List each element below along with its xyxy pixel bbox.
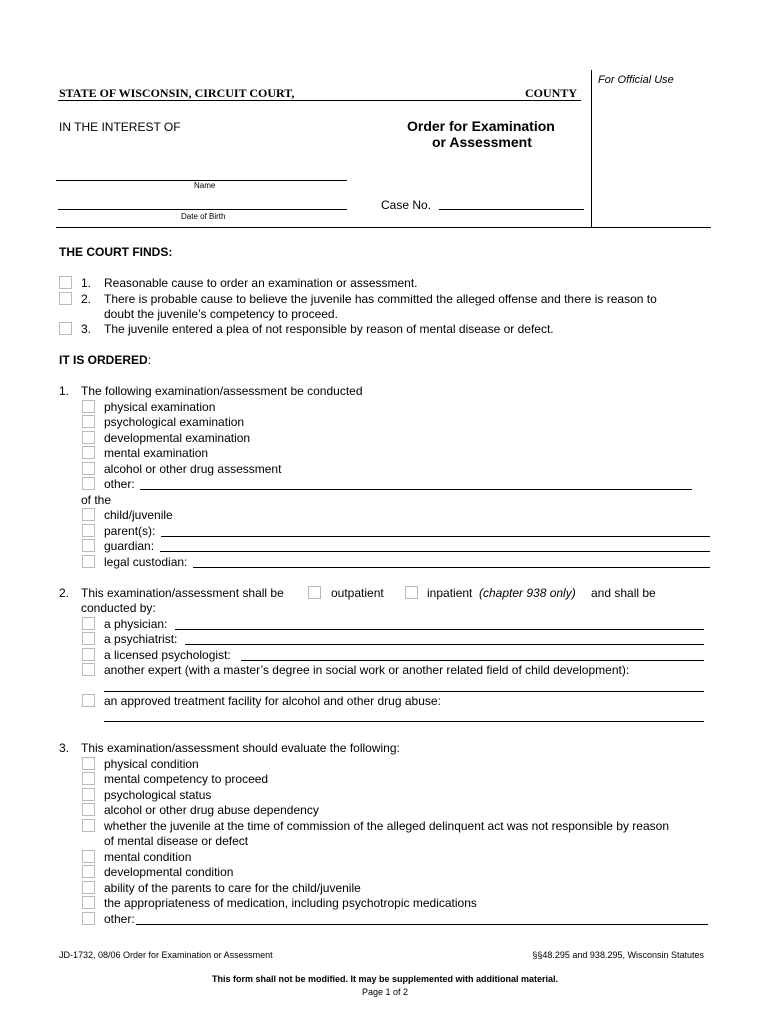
subject-parents-field-line[interactable] bbox=[161, 536, 710, 537]
conducted-by-label: conducted by: bbox=[81, 601, 156, 615]
finding-2-num: 2. bbox=[81, 292, 92, 306]
eval-competency-checkbox[interactable] bbox=[82, 772, 95, 785]
form-title-line1: Order for Examination bbox=[407, 118, 555, 134]
subject-guardian-checkbox[interactable] bbox=[82, 539, 95, 552]
eval-aoda-label: alcohol or other drug abuse dependency bbox=[104, 803, 319, 817]
dob-field-line[interactable] bbox=[58, 209, 347, 210]
subject-parents-checkbox[interactable] bbox=[82, 524, 95, 537]
section-1-num: 1. bbox=[59, 384, 70, 398]
provider-psychiatrist-label: a psychiatrist: bbox=[104, 632, 178, 646]
finding-3-text: The juvenile entered a plea of not responsible by reason of mental disease or defect. bbox=[104, 322, 554, 336]
eval-developmental-label: developmental condition bbox=[104, 865, 234, 879]
subject-child-label: child/juvenile bbox=[104, 508, 173, 522]
finding-2-checkbox[interactable] bbox=[59, 292, 72, 305]
eval-parents-ability-label: ability of the parents to care for the child/juvenile bbox=[104, 881, 361, 895]
ordered-heading-text: IT IS ORDERED bbox=[59, 353, 148, 367]
eval-medication-label: the appropriateness of medication, including psychotropic medications bbox=[104, 896, 477, 910]
exam-other-field-line[interactable] bbox=[140, 489, 692, 490]
provider-psychologist-field-line[interactable] bbox=[241, 660, 704, 661]
eval-responsibility-label-cont: of mental disease or defect bbox=[104, 834, 249, 848]
finding-1-text: Reasonable cause to order an examination or assessment. bbox=[104, 276, 418, 290]
in-interest-of-label: IN THE INTEREST OF bbox=[59, 120, 181, 134]
provider-psychiatrist-field-line[interactable] bbox=[185, 644, 704, 645]
eval-aoda-checkbox[interactable] bbox=[82, 803, 95, 816]
eval-competency-label: mental competency to proceed bbox=[104, 772, 269, 786]
court-finds-heading: THE COURT FINDS: bbox=[59, 245, 173, 259]
section-2-num: 2. bbox=[59, 586, 70, 600]
finding-2-text-cont: doubt the juvenile’s competency to proceed. bbox=[104, 307, 338, 321]
section-3-num: 3. bbox=[59, 741, 70, 755]
subject-guardian-label: guardian: bbox=[104, 539, 155, 553]
eval-psychological-label: psychological status bbox=[104, 788, 212, 802]
modification-notice: This form shall not be modified. It may be supplemented with additional material. bbox=[211, 974, 559, 984]
provider-other-expert-label: another expert (with a master’s degree in social work or another related field of child development): bbox=[104, 663, 630, 677]
provider-physician-field-line[interactable] bbox=[175, 629, 704, 630]
official-use-label: For Official Use bbox=[598, 74, 674, 86]
ordered-heading bbox=[59, 353, 151, 367]
subject-child-checkbox[interactable] bbox=[82, 508, 95, 521]
eval-developmental-checkbox[interactable] bbox=[82, 865, 95, 878]
exam-psychological-checkbox[interactable] bbox=[82, 415, 95, 428]
provider-treatment-facility-label: an approved treatment facility for alcohol and other drug abuse: bbox=[104, 694, 441, 708]
exam-mental-checkbox[interactable] bbox=[82, 446, 95, 459]
and-shall-be-label: and shall be bbox=[591, 586, 656, 600]
subject-custodian-checkbox[interactable] bbox=[82, 555, 95, 568]
county-underline bbox=[58, 100, 581, 101]
exam-physical-label: physical examination bbox=[104, 400, 216, 414]
provider-other-expert-checkbox[interactable] bbox=[82, 663, 95, 676]
name-label: Name bbox=[194, 181, 216, 190]
of-the-label: of the bbox=[81, 493, 112, 507]
inpatient-label: inpatient bbox=[427, 586, 473, 600]
case-no-field-line[interactable] bbox=[439, 209, 584, 210]
finding-2-text: There is probable cause to believe the juvenile has committed the alleged offense and there is reason to bbox=[104, 292, 657, 306]
exam-aoda-label: alcohol or other drug assessment bbox=[104, 462, 282, 476]
eval-mental-label: mental condition bbox=[104, 850, 192, 864]
outpatient-label: outpatient bbox=[331, 586, 384, 600]
finding-1-checkbox[interactable] bbox=[59, 276, 72, 289]
dob-label: Date of Birth bbox=[181, 212, 226, 221]
finding-3-checkbox[interactable] bbox=[59, 322, 72, 335]
exam-physical-checkbox[interactable] bbox=[82, 400, 95, 413]
case-no-label: Case No. bbox=[381, 198, 432, 212]
section-3-intro: This examination/assessment should evaluate the following: bbox=[81, 741, 400, 755]
page-number: Page 1 of 2 bbox=[361, 987, 409, 997]
exam-aoda-checkbox[interactable] bbox=[82, 462, 95, 475]
eval-mental-checkbox[interactable] bbox=[82, 850, 95, 863]
provider-treatment-facility-field-line[interactable] bbox=[104, 721, 704, 722]
header-bottom-rule bbox=[56, 227, 711, 228]
eval-other-label: other: bbox=[104, 912, 135, 926]
eval-parents-ability-checkbox[interactable] bbox=[82, 881, 95, 894]
inpatient-checkbox[interactable] bbox=[405, 586, 418, 599]
eval-psychological-checkbox[interactable] bbox=[82, 788, 95, 801]
form-id: JD-1732, 08/06 Order for Examination or Assessment bbox=[59, 950, 273, 960]
provider-psychologist-label: a licensed psychologist: bbox=[104, 648, 231, 662]
provider-physician-label: a physician: bbox=[104, 617, 168, 631]
exam-other-label: other: bbox=[104, 477, 135, 491]
provider-other-expert-field-line[interactable] bbox=[104, 691, 704, 692]
subject-parents-label: parent(s): bbox=[104, 524, 156, 538]
finding-3-num: 3. bbox=[81, 322, 92, 336]
finding-1-num: 1. bbox=[81, 276, 92, 290]
section-1-intro: The following examination/assessment be conducted bbox=[81, 384, 363, 398]
official-use-divider bbox=[591, 70, 592, 228]
form-title-line2: or Assessment bbox=[432, 134, 532, 150]
county-label: COUNTY bbox=[525, 86, 578, 100]
eval-other-field-line[interactable] bbox=[136, 924, 708, 925]
exam-mental-label: mental examination bbox=[104, 446, 209, 460]
provider-psychiatrist-checkbox[interactable] bbox=[82, 632, 95, 645]
eval-physical-label: physical condition bbox=[104, 757, 199, 771]
eval-responsibility-checkbox[interactable] bbox=[82, 819, 95, 832]
provider-treatment-facility-checkbox[interactable] bbox=[82, 694, 95, 707]
eval-other-checkbox[interactable] bbox=[82, 912, 95, 925]
exam-developmental-label: developmental examination bbox=[104, 431, 251, 445]
ordered-heading-colon: : bbox=[147, 353, 152, 367]
inpatient-chapter-note: (chapter 938 only) bbox=[479, 586, 576, 600]
exam-other-checkbox[interactable] bbox=[82, 477, 95, 490]
eval-physical-checkbox[interactable] bbox=[82, 757, 95, 770]
section-2-intro: This examination/assessment shall be bbox=[81, 586, 284, 600]
outpatient-checkbox[interactable] bbox=[308, 586, 321, 599]
eval-medication-checkbox[interactable] bbox=[82, 896, 95, 909]
statutes-reference: §§48.295 and 938.295, Wisconsin Statutes bbox=[532, 950, 704, 960]
exam-psychological-label: psychological examination bbox=[104, 415, 245, 429]
court-label: STATE OF WISCONSIN, CIRCUIT COURT, bbox=[59, 86, 295, 100]
subject-guardian-field-line[interactable] bbox=[160, 551, 710, 552]
provider-psychologist-checkbox[interactable] bbox=[82, 648, 95, 661]
subject-custodian-label: legal custodian: bbox=[104, 555, 188, 569]
eval-responsibility-label: whether the juvenile at the time of commission of the alleged delinquent act was not responsible by reason bbox=[104, 819, 669, 833]
provider-physician-checkbox[interactable] bbox=[82, 617, 95, 630]
subject-custodian-field-line[interactable] bbox=[193, 567, 710, 568]
exam-developmental-checkbox[interactable] bbox=[82, 431, 95, 444]
